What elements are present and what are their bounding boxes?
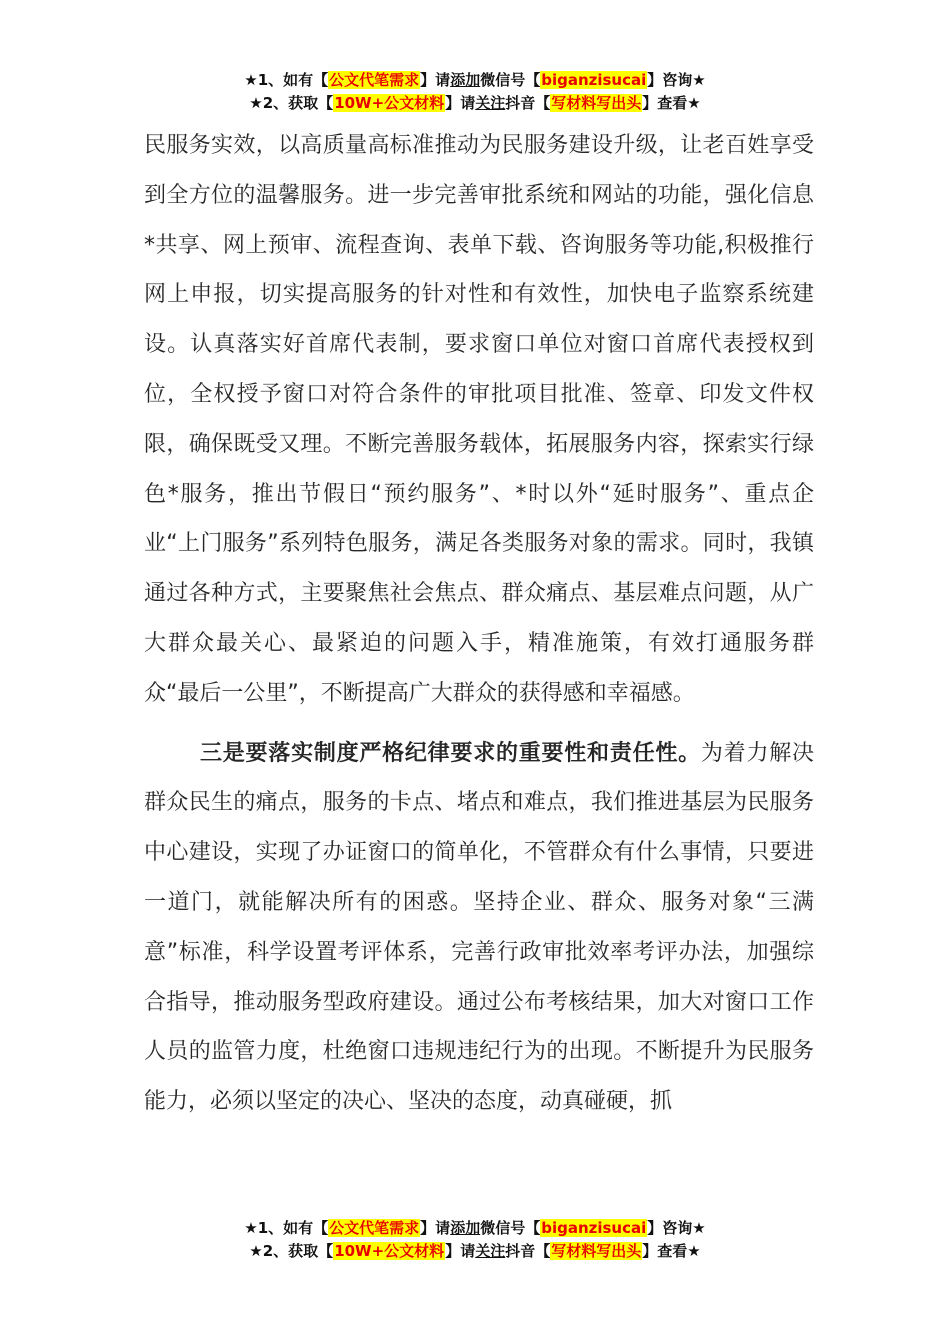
banner-text: 】咨询★ <box>647 71 706 89</box>
banner-text: 】咨询★ <box>647 1219 706 1237</box>
banner-text: 】请 <box>445 1242 476 1260</box>
banner-highlight: 写材料写出头 <box>551 94 642 112</box>
banner-underline: 关注 <box>475 1242 506 1260</box>
banner-text: 抖音【 <box>505 94 551 112</box>
banner-highlight: 10W+公文材料 <box>334 94 445 112</box>
header-banner <box>0 69 950 115</box>
body-paragraph-2 <box>144 729 814 1127</box>
banner-text: 微信号【 <box>480 1219 541 1237</box>
banner-text: 】请 <box>420 1219 451 1237</box>
banner-highlight: 10W+公文材料 <box>334 1242 445 1260</box>
banner-underline: 添加 <box>450 1219 481 1237</box>
paragraph-lead-heading: 三是要落实制度严格纪律要求的重要性和责任性。 <box>200 740 701 766</box>
banner-text: 抖音【 <box>505 1242 551 1260</box>
banner-highlight: 公文代笔需求 <box>329 71 420 89</box>
banner-line-1 <box>0 69 950 92</box>
banner-text: ★2、获取【 <box>249 1242 334 1260</box>
banner-highlight: 公文代笔需求 <box>329 1219 420 1237</box>
banner-text: ★1、如有【 <box>244 71 329 89</box>
banner-highlight: biganzisucai <box>541 71 647 89</box>
banner-line-2 <box>0 1240 950 1263</box>
banner-text: 微信号【 <box>480 71 541 89</box>
banner-text: 】请 <box>420 71 451 89</box>
banner-line-1 <box>0 1217 950 1240</box>
banner-text: 】查看★ <box>642 94 701 112</box>
banner-text: ★1、如有【 <box>244 1219 329 1237</box>
paragraph-text: 为着力解决群众民生的痛点，服务的卡点、堵点和难点，我们推进基层为民服务中心建设，实现了办证窗口的简单化，不管群众有什么事情，只要进一道门，就能解决所有的困惑。坚持企业、群众、服务对象“三满意”标准，科学设置考评体系，完善行政审批效率考评办法，加强综合指导，推动服务型政府建设。通过公布考核结果，加大对窗口工作人员的监管力度，杜绝窗口违规违纪行为的出现。不断提升为民服务能力，必须以坚定的决心、坚决的态度，动真碰硬，抓 <box>144 740 814 1115</box>
banner-highlight: 写材料写出头 <box>551 1242 642 1260</box>
banner-highlight: biganzisucai <box>541 1219 647 1237</box>
footer-banner <box>0 1217 950 1263</box>
banner-text: 】请 <box>445 94 476 112</box>
banner-underline: 关注 <box>475 94 506 112</box>
banner-underline: 添加 <box>450 71 481 89</box>
banner-text: ★2、获取【 <box>249 94 334 112</box>
document-body <box>144 121 814 1127</box>
banner-text: 】查看★ <box>642 1242 701 1260</box>
body-paragraph-1: 民服务实效，以高质量高标准推动为民服务建设升级，让老百姓享受到全方位的温馨服务。进一步完善审批系统和网站的功能，强化信息*共享、网上预审、流程查询、表单下载、咨询服务等功能,积极推行网上申报，切实提高服务的针对性和有效性，加快电子监察系统建设。认真落实好首席代表制，要求窗口单位对窗口首席代表授权到位，全权授予窗口对符合条件的审批项目批准、签章、印发文件权限，确保既受又理。不断完善服务载体，拓展服务内容，探索实行绿色*服务，推出节假日“预约服务”、*时以外“延时服务”、重点企业“上门服务”系列特色服务，满足各类服务对象的需求。同时，我镇通过各种方式，主要聚焦社会焦点、群众痛点、基层难点问题，从广大群众最关心、最紧迫的问题入手，精准施策，有效打通服务群众“最后一公里”，不断提高广大群众的获得感和幸福感。 <box>144 133 814 706</box>
banner-line-2 <box>0 92 950 115</box>
